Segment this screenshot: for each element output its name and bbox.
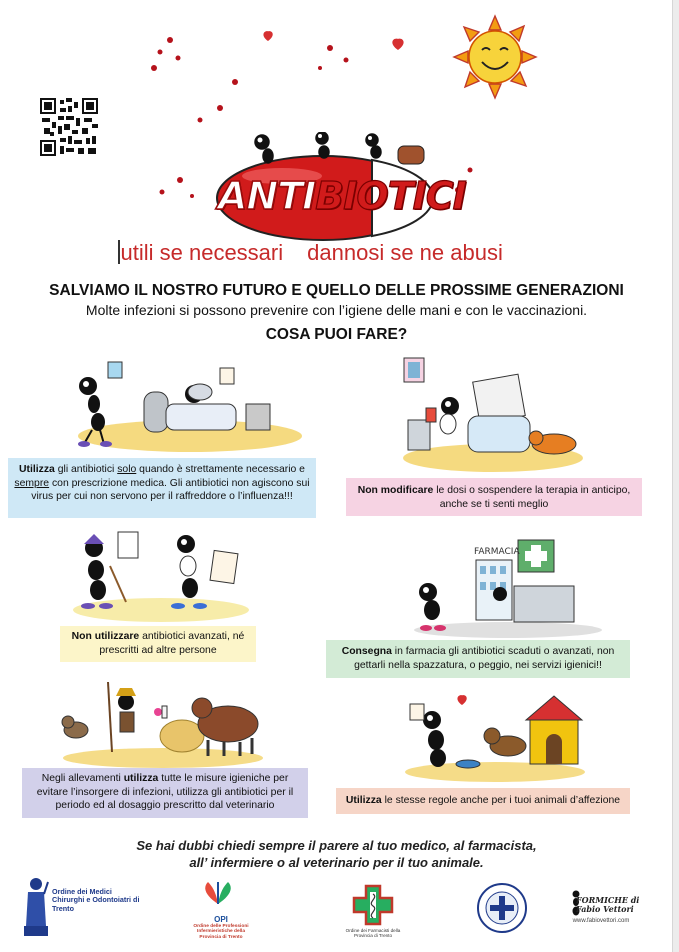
pill-label xyxy=(218,174,466,218)
pet-dog-kennel-illustration xyxy=(400,690,590,782)
tip2-bold: Non modificare xyxy=(357,485,434,496)
tagline-useful: utili se necessari xyxy=(120,240,284,265)
ant-bed-cat-illustration xyxy=(398,354,588,474)
opi-logo-icon xyxy=(198,880,238,906)
closing-message xyxy=(0,837,673,871)
tip5-bold: utilizza xyxy=(123,773,159,784)
pill-label-bi: BI xyxy=(315,174,357,218)
veterinary-order-seal-icon xyxy=(476,882,528,934)
tip4-bold: Consegna xyxy=(341,646,392,657)
tip1-text-c: con prescrizione medica. Gli antibiotici non agiscono sui virus per cui non servono per il raffreddore o l’influenza!!! xyxy=(31,477,310,502)
text-cursor xyxy=(118,240,120,264)
logo-opi-text xyxy=(186,915,256,940)
tip3-bold: Non utilizzare xyxy=(71,631,140,642)
tip3-text: antibiotici avanzati, né prescritti ad altre persone xyxy=(99,631,245,656)
medical-order-statue-icon xyxy=(22,876,50,936)
farm-animals-illustration xyxy=(58,678,268,768)
closing-line-2: all’ infermiere o al veterinario per il tuo animale. xyxy=(189,855,484,870)
tip2-text: le dosi o sospendere la terapia in anticipo, anche se ti senti meglio xyxy=(433,485,631,510)
tip1-bold: Utilizza xyxy=(19,464,55,475)
tip-pets xyxy=(336,788,630,814)
closing-line-1: Se hai dubbi chiedi sempre il parere al tuo medico, al farmacista, xyxy=(136,838,537,853)
pharmacists-order-icon xyxy=(352,884,394,926)
tip1-underline-solo: solo xyxy=(117,464,137,475)
tip-livestock xyxy=(22,768,308,818)
tip6-text: le stesse regole anche per i tuoi animali d’affezione xyxy=(381,795,621,806)
pill-label-anti: ANTI xyxy=(218,174,316,218)
tip1-text-a: gli antibiotici xyxy=(54,464,118,475)
tip6-bold: Utilizza xyxy=(345,795,382,806)
tip1-underline-sempre: sempre xyxy=(14,477,50,489)
tip-do-not-modify xyxy=(346,478,642,516)
pharmacy-sign-text: FARMACIA xyxy=(474,547,520,557)
tip-use-only-when-necessary xyxy=(8,458,316,518)
tagline-harmful: dannosi se ne abusi xyxy=(307,240,503,265)
logo-opi-abbr: OPI xyxy=(214,915,228,924)
pill-label-otici: OTICI xyxy=(356,174,466,218)
tip4-text: in farmacia gli antibiotici scaduti o avanzati, non gettarli nella spazzatura, o peggio, nei servizi igienici!! xyxy=(354,646,615,671)
tip5-text-b: tutte le misure igieniche per evitare l’insorgere di infezioni, utilizza gli antibiotici per il periodo ed al dosaggio prescritto dal veterinario xyxy=(36,773,294,811)
logo-medici-text: Ordine dei Medici Chirurghi e Odontoiatri di Trento xyxy=(52,887,140,913)
tip-return-to-pharmacy xyxy=(326,640,630,678)
logo-opi-full: Ordine delle Professioni Infermieristiche della Provincia di Trento xyxy=(193,924,249,940)
tip-do-not-use-leftovers xyxy=(60,626,256,662)
subline: Molte infezioni si possono prevenire con l’igiene delle mani e con le vaccinazioni. xyxy=(85,302,588,318)
page-edge xyxy=(672,0,679,952)
logo-pharmacists-text: Ordine dei Farmacisti della Provincia di Trento xyxy=(345,928,401,939)
logo-formiche-site[interactable]: www.fabiovettori.com xyxy=(572,918,630,924)
qr-code-icon[interactable] xyxy=(40,98,98,156)
section-question: COSA PUOI FARE? xyxy=(265,326,408,343)
pharmacy-illustration xyxy=(408,538,608,638)
headline: SALVIAMO IL NOSTRO FUTURO E QUELLO DELLE PROSSIME GENERAZIONI xyxy=(49,282,624,299)
ants-prescription-illustration xyxy=(66,526,256,622)
sick-ant-illustration xyxy=(70,350,310,454)
tagline xyxy=(118,240,503,266)
logo-formiche-name: FORMICHE di Fabio Vettori xyxy=(576,895,640,914)
tip5-text-a: Negli allevamenti xyxy=(41,773,124,784)
tip1-text-b: quando è strettamente necessario e xyxy=(136,464,305,475)
